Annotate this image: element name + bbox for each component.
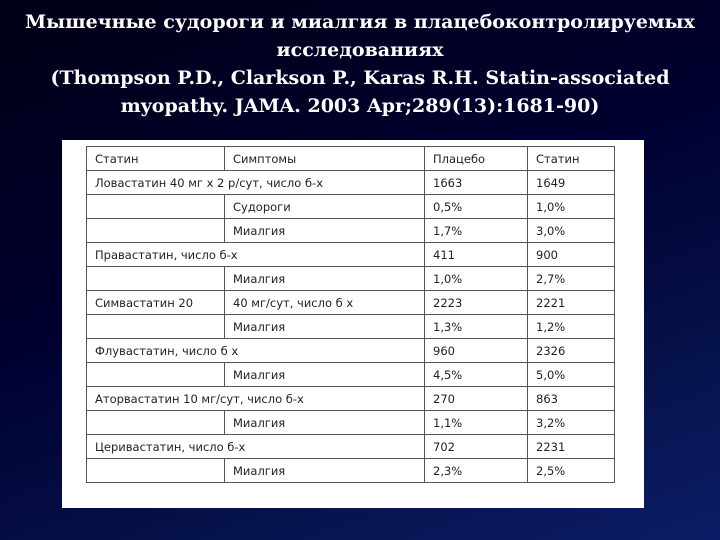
symptom-cell: Миалгия [225, 315, 425, 339]
table-row [87, 267, 615, 291]
symptom-cell: Миалгия [225, 219, 425, 243]
statin-cell: 3,0% [528, 219, 615, 243]
symptom-cell: Миалгия [225, 267, 425, 291]
table-image [62, 140, 644, 508]
header-symptoms: Симптомы [225, 147, 425, 171]
table-row [87, 387, 615, 411]
statin-cell: 863 [528, 387, 615, 411]
title-line-3: (Thompson P.D., Clarkson P., Karas R.H. Statin-associated [50, 67, 670, 89]
statin-cell: 1,0% [528, 195, 615, 219]
placebo-cell: 960 [425, 339, 528, 363]
placebo-cell: 411 [425, 243, 528, 267]
table-row [87, 291, 615, 315]
statin-cell: 2326 [528, 339, 615, 363]
drug-cell: Аторвастатин 10 мг/сут, число б-х [87, 387, 425, 411]
placebo-cell: 1,1% [425, 411, 528, 435]
placebo-cell: 2223 [425, 291, 528, 315]
placebo-cell: 702 [425, 435, 528, 459]
placebo-cell: 1663 [425, 171, 528, 195]
table-row [87, 435, 615, 459]
symptom-cell: Миалгия [225, 363, 425, 387]
empty-cell [87, 363, 225, 387]
empty-cell [87, 315, 225, 339]
table-row [87, 195, 615, 219]
statin-cell: 2231 [528, 435, 615, 459]
title-line-2: исследованиях [276, 39, 444, 61]
statin-cell: 3,2% [528, 411, 615, 435]
table-row [87, 411, 615, 435]
empty-cell [87, 267, 225, 291]
placebo-cell: 1,0% [425, 267, 528, 291]
drug-cell: Ловастатин 40 мг х 2 р/сут, число б-х [87, 171, 425, 195]
statin-cell: 900 [528, 243, 615, 267]
placebo-cell: 270 [425, 387, 528, 411]
symptom-cell: Судороги [225, 195, 425, 219]
placebo-cell: 2,3% [425, 459, 528, 483]
placebo-cell: 0,5% [425, 195, 528, 219]
drug-cell: Симвастатин 20 [87, 291, 225, 315]
drug-cell: Правастатин, число б-х [87, 243, 425, 267]
drug-cell: Церивастатин, число б-х [87, 435, 425, 459]
empty-cell [87, 459, 225, 483]
table-row [87, 243, 615, 267]
empty-cell [87, 219, 225, 243]
header-statin-value: Статин [528, 147, 615, 171]
statin-cell: 2,7% [528, 267, 615, 291]
statin-cell: 1649 [528, 171, 615, 195]
drug-cell: Флувастатин, число б х [87, 339, 425, 363]
table-row [87, 219, 615, 243]
statin-myalgia-table [86, 146, 615, 483]
placebo-cell: 4,5% [425, 363, 528, 387]
title-line-1: Мышечные судороги и миалгия в плацебоконтролируемых [25, 11, 695, 33]
drug-cell-continued: 40 мг/сут, число б х [225, 291, 425, 315]
placebo-cell: 1,7% [425, 219, 528, 243]
empty-cell [87, 411, 225, 435]
placebo-cell: 1,3% [425, 315, 528, 339]
table-row [87, 171, 615, 195]
statin-cell: 1,2% [528, 315, 615, 339]
table-header-row [87, 147, 615, 171]
header-placebo: Плацебо [425, 147, 528, 171]
symptom-cell: Миалгия [225, 459, 425, 483]
title-line-4: myopathy. JAMA. 2003 Apr;289(13):1681-90) [120, 95, 600, 117]
table-row [87, 363, 615, 387]
empty-cell [87, 195, 225, 219]
slide-title [20, 8, 700, 120]
symptom-cell: Миалгия [225, 411, 425, 435]
header-statin: Статин [87, 147, 225, 171]
table-row [87, 339, 615, 363]
statin-cell: 5,0% [528, 363, 615, 387]
table-row [87, 459, 615, 483]
statin-cell: 2221 [528, 291, 615, 315]
table-row [87, 315, 615, 339]
statin-cell: 2,5% [528, 459, 615, 483]
